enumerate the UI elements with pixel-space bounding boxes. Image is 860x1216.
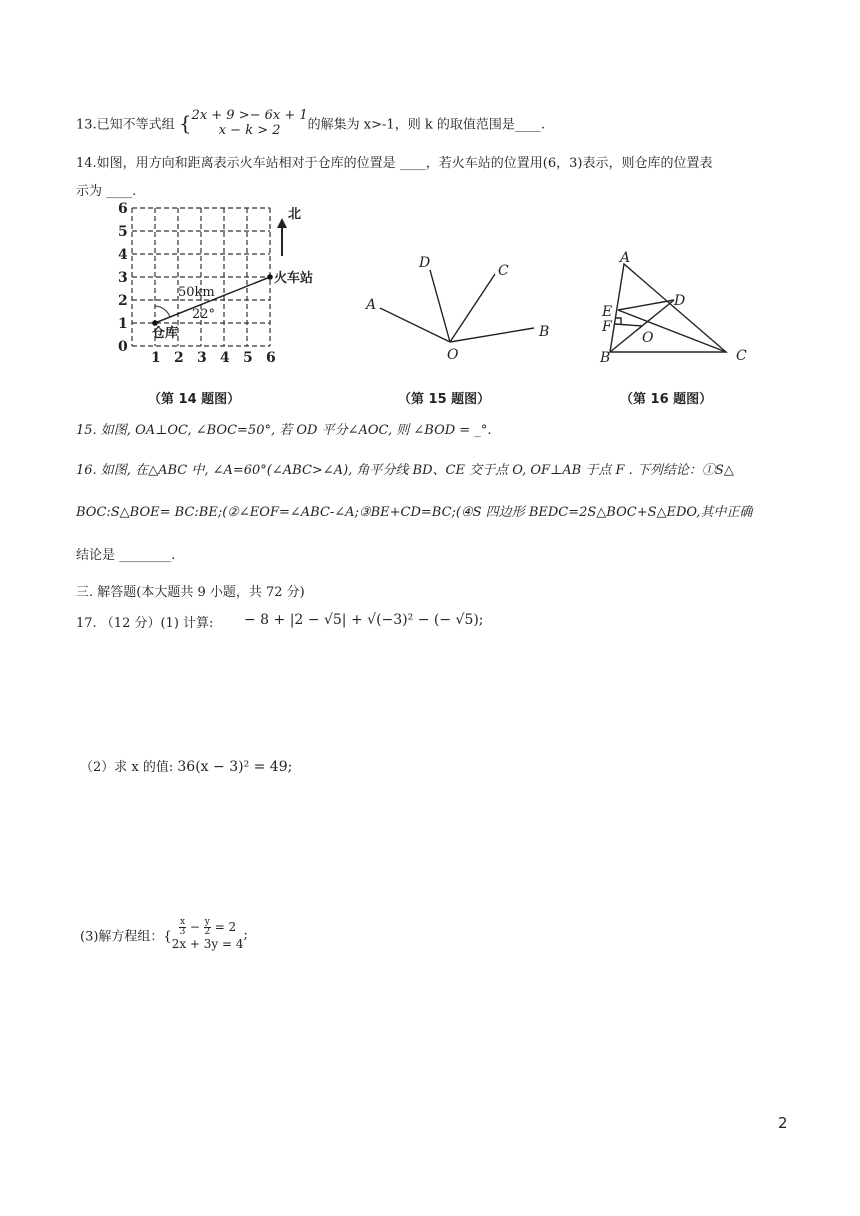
- part2-label: （2）求 x 的值:: [80, 760, 174, 775]
- label-C: C: [498, 263, 509, 279]
- ray-OD: [430, 270, 450, 342]
- question-17-expression-1: − 8 + |2 − √5| + √(−3)² − (− √5);: [244, 612, 484, 628]
- part3-equation-2: 2x + 3y = 4: [171, 937, 244, 951]
- question-14-line2: 示为 ____.: [76, 184, 137, 199]
- part3-equation-1: $\frac{x}{3}$ − $\frac{y}{2}$ = 2: [179, 917, 237, 937]
- question-17-head: 17. （12 分）(1) 计算:: [76, 616, 214, 631]
- caption-15: （第 15 题图）: [398, 392, 491, 407]
- part2-equation: 36(x − 3)² = 49;: [177, 759, 293, 775]
- q13-prefix: 13.已知不等式组: [76, 117, 179, 133]
- label-D: D: [419, 255, 431, 271]
- angle-label: 22°: [192, 307, 216, 322]
- ray-OB: [450, 328, 534, 342]
- north-label: 北: [288, 207, 302, 222]
- question-13: [76, 108, 545, 138]
- fraction-x-3: $\frac{x}{3}$: [179, 917, 186, 937]
- x-tick-5: 5: [243, 350, 253, 366]
- label-O: O: [447, 347, 459, 363]
- figure-14: [108, 196, 348, 368]
- fraction-y-2: $\frac{y}{2}$: [204, 917, 211, 937]
- caption-16: （第 16 题图）: [620, 392, 713, 407]
- part3-label: (3)解方程组：{: [80, 929, 172, 945]
- label-C: C: [736, 348, 747, 364]
- question-15: 15. 如图, OA⊥OC, ∠BOC=50°, 若 OD 平分∠AOC, 则 ∠BOD = _°.: [76, 423, 492, 438]
- label-A: A: [366, 297, 377, 313]
- label-A: A: [620, 250, 631, 266]
- y-tick-3: 3: [118, 270, 128, 286]
- y-tick-6: 6: [118, 201, 128, 217]
- section-3-heading: 三. 解答题(本大题共 9 小题，共 72 分): [76, 585, 305, 600]
- y-tick-4: 4: [118, 247, 128, 263]
- label-F: F: [602, 319, 612, 335]
- part3-equation-system: [172, 918, 244, 952]
- question-17-part3: [80, 918, 248, 952]
- part3-end: ;: [243, 927, 248, 943]
- q13-inequality-1: 2x + 9 >− 6x + 1: [191, 108, 308, 123]
- figure-15: [360, 252, 560, 366]
- segment-CE: [618, 310, 726, 352]
- warehouse-point: [152, 320, 158, 326]
- y-tick-1: 1: [118, 316, 128, 332]
- x-tick-4: 4: [220, 350, 230, 366]
- label-B: B: [600, 350, 611, 366]
- q13-inequality-2: x − k > 2: [218, 123, 281, 138]
- caption-14: （第 14 题图）: [148, 392, 241, 407]
- q13-inequality-system: { 2x + 9 >− 6x + 1 x − k > 2: [178, 108, 308, 138]
- distance-label: 50km: [178, 285, 215, 300]
- y-tick-5: 5: [118, 224, 128, 240]
- figure-16: [590, 250, 760, 370]
- ray-OC: [450, 274, 495, 342]
- page-number: 2: [778, 1114, 788, 1132]
- x-tick-2: 2: [174, 350, 184, 366]
- q13-suffix: 的解集为 x>-1，则 k 的取值范围是____.: [307, 117, 545, 133]
- label-D: D: [674, 293, 686, 309]
- label-O: O: [642, 330, 654, 346]
- segment-ED: [618, 300, 674, 310]
- x-tick-6: 6: [266, 350, 276, 366]
- y-tick-2: 2: [118, 293, 128, 309]
- question-16-line1: 16. 如图, 在△ABC 中, ∠A=60°(∠ABC>∠A), 角平分线 BD、CE 交于点 O, OF⊥AB 于点 F . 下列结论：①S△: [76, 463, 734, 478]
- question-17-part2: [80, 756, 292, 775]
- angle-arc: [155, 306, 170, 317]
- question-16-line3: 结论是 ________.: [76, 548, 176, 563]
- warehouse-label: 仓库: [152, 326, 179, 341]
- north-arrow-icon: [277, 218, 287, 228]
- y-tick-0: 0: [118, 339, 128, 355]
- segment-FO: [615, 324, 642, 326]
- label-B: B: [539, 324, 550, 340]
- station-point: [267, 274, 273, 280]
- x-tick-1: 1: [151, 350, 161, 366]
- station-label: 火车站: [274, 271, 314, 286]
- x-tick-3: 3: [197, 350, 207, 366]
- label-E: E: [602, 304, 613, 320]
- question-14-line1: 14.如图，用方向和距离表示火车站相对于仓库的位置是 ____，若火车站的位置用(6，3)表示，则仓库的位置表: [76, 156, 713, 171]
- question-16-line2: BOC:S△BOE= BC:BE;(②∠EOF=∠ABC-∠A;③BE+CD=BC;(④S 四边形 BEDC=2S△BOC+S△EDO,其中正确: [76, 505, 753, 520]
- ray-OA: [380, 308, 450, 342]
